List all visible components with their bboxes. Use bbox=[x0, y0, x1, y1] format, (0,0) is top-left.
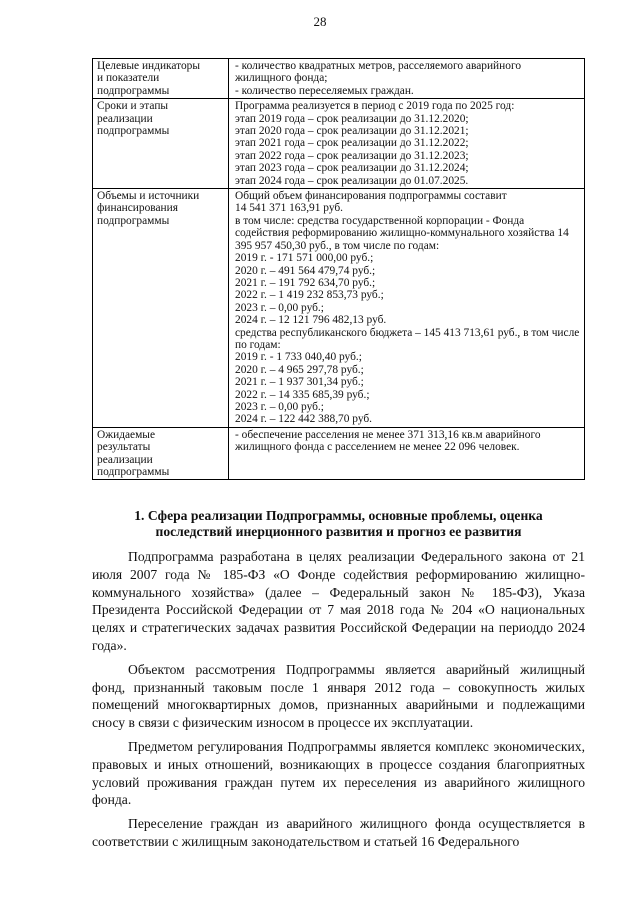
value-line: 2020 г. – 4 965 297,78 руб.; bbox=[235, 363, 364, 376]
paragraph: Подпрограмма разработана в целях реализации Федерального закона от 21 июля 2007 года № 185-ФЗ «О Фонде содействия реформированию жилищно-коммунального хозяйства» (далее – Федеральный закон № 185-ФЗ), Указа Президента Российской Федерации от 7 мая 2018 года № 204 «О национальных целях и стратегических задачах развития Российской Федерации на периоддо 2024 года». bbox=[92, 549, 585, 653]
row-label bbox=[93, 427, 229, 480]
label-line: реализации bbox=[97, 112, 153, 125]
value-line: Программа реализуется в период с 2019 года по 2025 год: bbox=[235, 100, 515, 113]
value-line: 2020 г. – 491 564 479,74 руб.; bbox=[235, 264, 376, 277]
label-line: Ожидаемые bbox=[97, 428, 156, 441]
value-line: 2022 г. – 14 335 685,39 руб.; bbox=[235, 388, 370, 401]
row-value bbox=[229, 59, 585, 99]
label-line: реализации bbox=[97, 453, 153, 466]
row-label bbox=[93, 189, 229, 428]
label-line: подпрограммы bbox=[97, 466, 170, 478]
value-line: этап 2021 года – срок реализации до 31.12.2022; bbox=[235, 137, 469, 150]
section-heading-line: последствий инерционного развития и прогноз ее развития bbox=[155, 524, 522, 539]
value-line: этап 2020 года – срок реализации до 31.12.2021; bbox=[235, 125, 469, 138]
body-text bbox=[92, 548, 585, 857]
section-heading bbox=[92, 508, 585, 540]
paragraph: Предметом регулирования Подпрограммы является комплекс экономических, правовых и иных отношений, возникающих в процессе создания благоприятных условий проживания граждан путем их переселения из аварийного жилищного фонда. bbox=[92, 738, 585, 808]
value-line: этап 2022 года – срок реализации до 31.12.2023; bbox=[235, 149, 469, 162]
label-line: результаты bbox=[97, 441, 151, 454]
label-line: Сроки и этапы bbox=[97, 100, 169, 113]
table-row-financing bbox=[93, 189, 585, 428]
paragraph: Объектом рассмотрения Подпрограммы является аварийный жилищный фонд, признанный таковым после 1 января 2012 года – совокупность жилых помещений многоквартирных домов, признанных аварийными и подлежащими сносу в связи с физическим износом в процессе их эксплуатации. bbox=[92, 661, 585, 731]
subprogram-passport-table bbox=[92, 58, 585, 480]
value-line: 14 541 371 163,91 руб. bbox=[235, 202, 344, 215]
row-label bbox=[93, 59, 229, 99]
value-line: 2023 г. – 0,00 руб.; bbox=[235, 301, 324, 314]
value-line: - обеспечение расселения не менее 371 313,16 кв.м аварийного жилищного фонда с расселением не менее 22 096 человек. bbox=[235, 428, 541, 454]
page-number: 28 bbox=[313, 14, 327, 29]
section-heading-line: 1. Сфера реализации Подпрограммы, основные проблемы, оценка bbox=[134, 508, 543, 523]
row-value bbox=[229, 189, 585, 428]
value-line: средства республиканского бюджета – 145 413 713,61 руб., в том числе по годам: bbox=[235, 326, 580, 351]
row-value bbox=[229, 99, 585, 189]
value-line: 2024 г. – 122 442 388,70 руб. bbox=[235, 413, 373, 426]
value-line: этап 2024 года – срок реализации до 01.07.2025. bbox=[235, 174, 469, 187]
label-line: финансирования bbox=[97, 202, 178, 215]
table-row-results bbox=[93, 427, 585, 480]
value-line: 2022 г. – 1 419 232 853,73 руб.; bbox=[235, 289, 384, 302]
paragraph: Переселение граждан из аварийного жилищного фонда осуществляется в соответствии с жилищным законодательством и статьей 16 Федерального bbox=[92, 816, 585, 849]
value-line: 2024 г. – 12 121 796 482,13 руб. bbox=[235, 314, 387, 327]
label-line: подпрограммы bbox=[97, 214, 170, 227]
value-line: 2023 г. – 0,00 руб.; bbox=[235, 400, 324, 413]
value-line: Общий объем финансирования подпрограммы составит bbox=[235, 190, 507, 203]
label-line: Объемы и источники bbox=[97, 190, 200, 203]
table-row-timing bbox=[93, 99, 585, 189]
value-line: этап 2023 года – срок реализации до 31.12.2024; bbox=[235, 162, 469, 175]
label-line: подпрограммы bbox=[97, 125, 170, 138]
value-line: в том числе: средства государственной корпорации - Фонда содействия реформированию жилищно-коммунального хозяйства 14 395 957 450,30 руб., в том числе по годам: bbox=[235, 214, 569, 252]
row-value bbox=[229, 427, 585, 480]
label-line: Целевые индикаторы bbox=[97, 60, 201, 72]
value-line: 2021 г. – 1 937 301,34 руб.; bbox=[235, 376, 364, 389]
label-line: подпрограммы bbox=[97, 84, 170, 97]
value-line: 2019 г. - 171 571 000,00 руб.; bbox=[235, 252, 374, 265]
value-line: 2021 г. – 191 792 634,70 руб.; bbox=[235, 276, 376, 289]
label-line: и показатели bbox=[97, 72, 160, 85]
value-line: - количество переселяемых граждан. bbox=[235, 84, 414, 97]
table-row-indicators bbox=[93, 59, 585, 99]
value-line: этап 2019 года – срок реализации до 31.12.2020; bbox=[235, 112, 469, 125]
value-line: 2019 г. - 1 733 040,40 руб.; bbox=[235, 351, 362, 364]
row-label bbox=[93, 99, 229, 189]
value-line: - количество квадратных метров, расселяемого аварийного жилищного фонда; bbox=[235, 60, 522, 85]
